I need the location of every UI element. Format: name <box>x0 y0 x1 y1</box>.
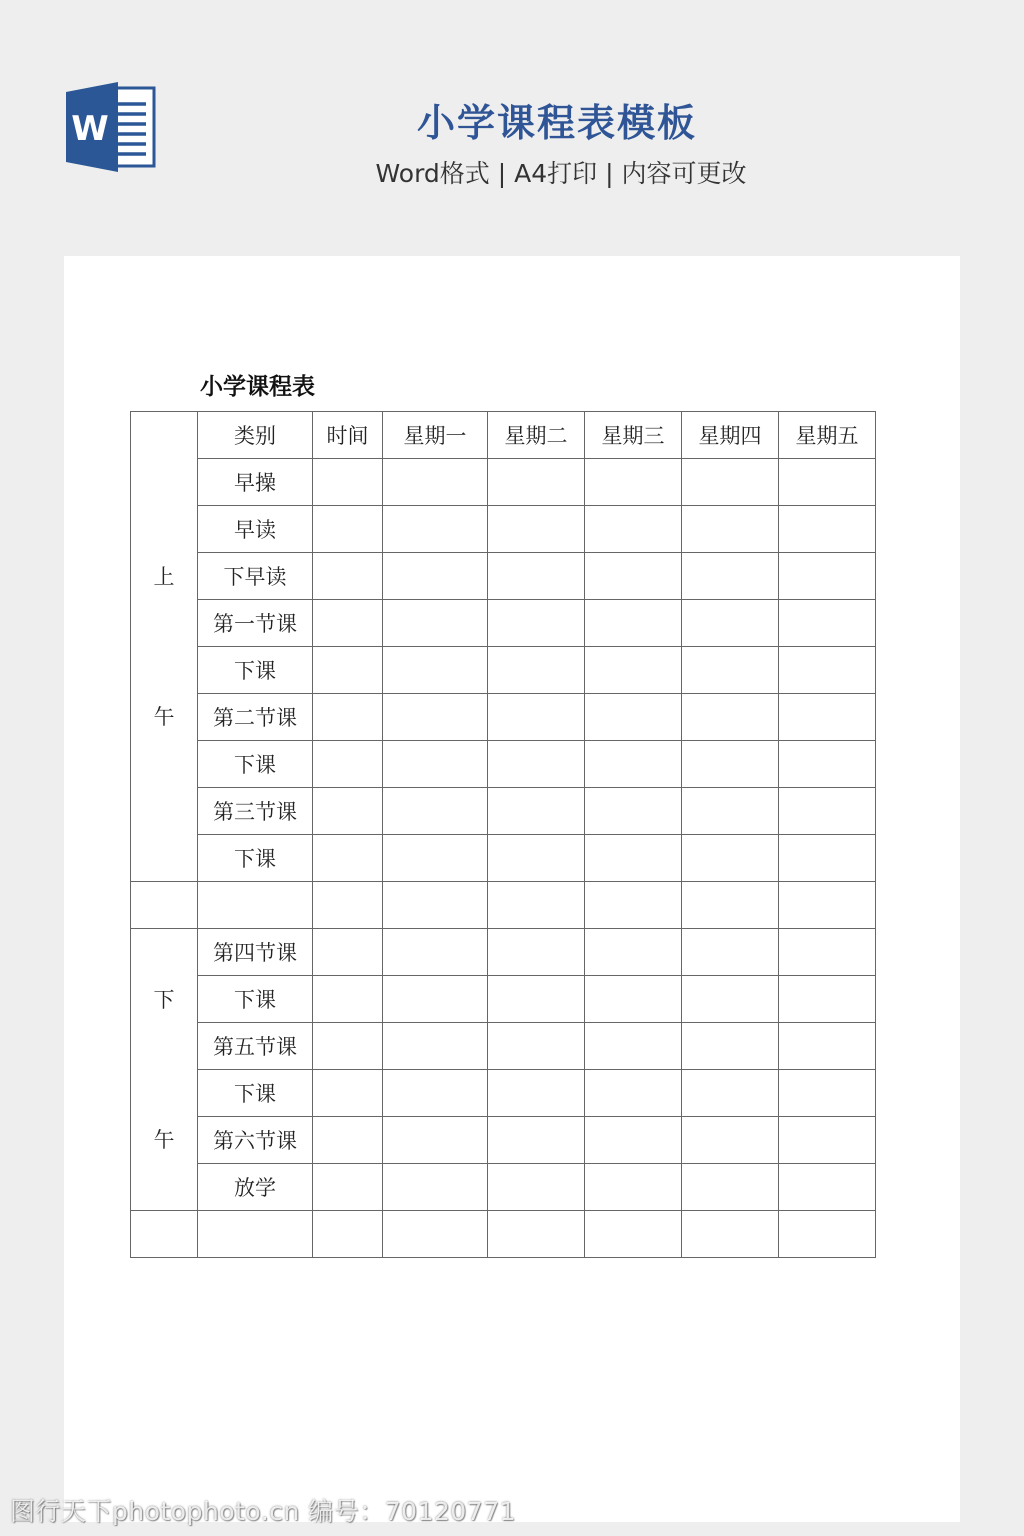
schedule-cell[interactable] <box>779 882 876 929</box>
category-cell: 下课 <box>198 1070 313 1117</box>
schedule-cell[interactable] <box>313 835 383 882</box>
table-row <box>131 600 876 647</box>
document-title: 小学课程表 <box>200 374 315 400</box>
table-row <box>131 553 876 600</box>
schedule-cell[interactable] <box>682 647 779 694</box>
schedule-cell[interactable] <box>682 835 779 882</box>
schedule-cell[interactable] <box>585 929 682 976</box>
header-row <box>131 412 876 459</box>
header-cell: 星期二 <box>488 412 585 459</box>
schedule-cell[interactable] <box>779 506 876 553</box>
spacer-label-cell <box>131 1211 198 1258</box>
schedule-cell[interactable] <box>682 929 779 976</box>
table-row <box>131 1023 876 1070</box>
schedule-cell[interactable] <box>313 882 383 929</box>
schedule-cell[interactable] <box>585 506 682 553</box>
schedule-cell[interactable] <box>383 929 488 976</box>
schedule-cell[interactable] <box>383 1211 488 1258</box>
schedule-cell[interactable] <box>488 694 585 741</box>
schedule-cell[interactable] <box>779 1070 876 1117</box>
header-cell: 类别 <box>198 412 313 459</box>
schedule-cell[interactable] <box>779 694 876 741</box>
morning-label-char: 午 <box>153 704 175 729</box>
schedule-cell[interactable] <box>313 1070 383 1117</box>
schedule-cell[interactable] <box>313 1164 383 1211</box>
schedule-cell[interactable] <box>585 459 682 506</box>
schedule-cell[interactable] <box>779 1211 876 1258</box>
schedule-cell[interactable] <box>313 647 383 694</box>
schedule-cell[interactable] <box>585 1164 682 1211</box>
table-row <box>131 835 876 882</box>
schedule-cell[interactable] <box>383 694 488 741</box>
table-row <box>131 506 876 553</box>
table-row <box>131 459 876 506</box>
schedule-cell[interactable] <box>585 647 682 694</box>
header-cell: 星期四 <box>682 412 779 459</box>
schedule-cell[interactable] <box>585 976 682 1023</box>
schedule-cell[interactable] <box>313 459 383 506</box>
schedule-cell[interactable] <box>383 459 488 506</box>
table-row <box>131 647 876 694</box>
schedule-cell[interactable] <box>682 1117 779 1164</box>
schedule-cell[interactable] <box>682 694 779 741</box>
afternoon-label-char: 午 <box>153 1127 175 1152</box>
schedule-cell[interactable] <box>488 459 585 506</box>
schedule-table <box>130 411 876 1258</box>
schedule-cell[interactable] <box>682 553 779 600</box>
table-row <box>131 694 876 741</box>
schedule-cell[interactable] <box>488 835 585 882</box>
schedule-cell[interactable] <box>682 1164 779 1211</box>
schedule-cell[interactable] <box>488 788 585 835</box>
table-row <box>131 741 876 788</box>
schedule-cell[interactable] <box>682 976 779 1023</box>
schedule-cell[interactable] <box>313 929 383 976</box>
schedule-cell[interactable] <box>383 788 488 835</box>
header-cell: 星期一 <box>383 412 488 459</box>
schedule-cell[interactable] <box>585 1070 682 1117</box>
header-cell: 星期五 <box>779 412 876 459</box>
schedule-cell[interactable] <box>383 1070 488 1117</box>
table-row <box>131 1117 876 1164</box>
schedule-cell[interactable] <box>779 1164 876 1211</box>
schedule-cell[interactable] <box>488 506 585 553</box>
category-cell: 第四节课 <box>198 929 313 976</box>
table-row <box>131 1164 876 1211</box>
category-cell <box>198 882 313 929</box>
schedule-cell[interactable] <box>313 1117 383 1164</box>
schedule-cell[interactable] <box>585 694 682 741</box>
header-cell: 星期三 <box>585 412 682 459</box>
schedule-cell[interactable] <box>488 741 585 788</box>
schedule-cell[interactable] <box>682 506 779 553</box>
schedule-cell[interactable] <box>383 976 488 1023</box>
schedule-cell[interactable] <box>585 1211 682 1258</box>
schedule-cell[interactable] <box>779 1117 876 1164</box>
table-row <box>131 929 876 976</box>
schedule-cell[interactable] <box>779 647 876 694</box>
schedule-cell[interactable] <box>779 976 876 1023</box>
schedule-cell[interactable] <box>383 1117 488 1164</box>
document-page <box>64 256 960 1522</box>
schedule-cell[interactable] <box>383 647 488 694</box>
category-cell: 放学 <box>198 1164 313 1211</box>
schedule-cell[interactable] <box>682 459 779 506</box>
schedule-cell[interactable] <box>313 1023 383 1070</box>
header-subtitle: Word格式 | A4打印 | 内容可更改 <box>375 159 747 188</box>
category-cell: 第六节课 <box>198 1117 313 1164</box>
schedule-cell[interactable] <box>383 741 488 788</box>
schedule-cell[interactable] <box>313 976 383 1023</box>
schedule-cell[interactable] <box>779 835 876 882</box>
morning-label-cell <box>131 412 198 882</box>
schedule-cell[interactable] <box>488 1211 585 1258</box>
table-row <box>131 882 876 929</box>
schedule-cell[interactable] <box>779 553 876 600</box>
schedule-cell[interactable] <box>488 882 585 929</box>
schedule-cell[interactable] <box>383 1164 488 1211</box>
category-cell: 早操 <box>198 459 313 506</box>
schedule-cell[interactable] <box>488 1070 585 1117</box>
schedule-body <box>131 412 876 1258</box>
schedule-cell[interactable] <box>585 882 682 929</box>
schedule-cell[interactable] <box>585 1117 682 1164</box>
afternoon-label-cell <box>131 929 198 1211</box>
schedule-cell[interactable] <box>585 788 682 835</box>
category-cell: 下课 <box>198 976 313 1023</box>
schedule-cell[interactable] <box>682 1211 779 1258</box>
category-cell: 第三节课 <box>198 788 313 835</box>
schedule-cell[interactable] <box>779 929 876 976</box>
schedule-cell[interactable] <box>779 741 876 788</box>
schedule-cell[interactable] <box>488 929 585 976</box>
schedule-cell[interactable] <box>682 788 779 835</box>
category-cell: 第五节课 <box>198 1023 313 1070</box>
category-cell: 第一节课 <box>198 600 313 647</box>
category-cell: 下课 <box>198 741 313 788</box>
header-title: 小学课程表模板 <box>416 101 697 145</box>
schedule-cell[interactable] <box>313 506 383 553</box>
schedule-cell[interactable] <box>313 788 383 835</box>
spacer-label-cell <box>131 882 198 929</box>
schedule-cell[interactable] <box>383 506 488 553</box>
schedule-cell[interactable] <box>313 553 383 600</box>
schedule-cell[interactable] <box>682 600 779 647</box>
header-cell: 时间 <box>313 412 383 459</box>
category-cell: 下课 <box>198 647 313 694</box>
schedule-cell[interactable] <box>585 835 682 882</box>
schedule-cell[interactable] <box>682 882 779 929</box>
schedule-cell[interactable] <box>488 553 585 600</box>
table-row <box>131 1211 876 1258</box>
afternoon-label-char: 下 <box>153 987 175 1012</box>
schedule-cell[interactable] <box>779 1023 876 1070</box>
table-row <box>131 1070 876 1117</box>
schedule-cell[interactable] <box>779 459 876 506</box>
schedule-cell[interactable] <box>383 1023 488 1070</box>
schedule-cell[interactable] <box>488 647 585 694</box>
schedule-cell[interactable] <box>779 788 876 835</box>
category-cell: 下课 <box>198 835 313 882</box>
category-cell: 下早读 <box>198 553 313 600</box>
schedule-cell[interactable] <box>779 600 876 647</box>
category-cell: 第二节课 <box>198 694 313 741</box>
watermark: 图行天下photophoto.cn 编号：70120771 <box>10 1497 517 1526</box>
table-row <box>131 788 876 835</box>
schedule-cell[interactable] <box>585 741 682 788</box>
schedule-cell[interactable] <box>383 835 488 882</box>
schedule-cell[interactable] <box>313 600 383 647</box>
schedule-cell[interactable] <box>383 553 488 600</box>
schedule-cell[interactable] <box>488 1023 585 1070</box>
schedule-cell[interactable] <box>682 741 779 788</box>
word-logo-letter: W <box>71 109 109 149</box>
schedule-cell[interactable] <box>488 600 585 647</box>
category-cell <box>198 1211 313 1258</box>
category-cell: 早读 <box>198 506 313 553</box>
schedule-cell[interactable] <box>585 1023 682 1070</box>
schedule-cell[interactable] <box>313 1211 383 1258</box>
schedule-cell[interactable] <box>585 553 682 600</box>
schedule-cell[interactable] <box>313 694 383 741</box>
schedule-cell[interactable] <box>488 976 585 1023</box>
schedule-cell[interactable] <box>313 741 383 788</box>
schedule-cell[interactable] <box>488 1164 585 1211</box>
morning-label-char: 上 <box>153 564 175 589</box>
schedule-cell[interactable] <box>585 600 682 647</box>
schedule-cell[interactable] <box>383 600 488 647</box>
schedule-cell[interactable] <box>488 1117 585 1164</box>
schedule-cell[interactable] <box>682 1023 779 1070</box>
schedule-cell[interactable] <box>682 1070 779 1117</box>
schedule-cell[interactable] <box>383 882 488 929</box>
table-row <box>131 976 876 1023</box>
